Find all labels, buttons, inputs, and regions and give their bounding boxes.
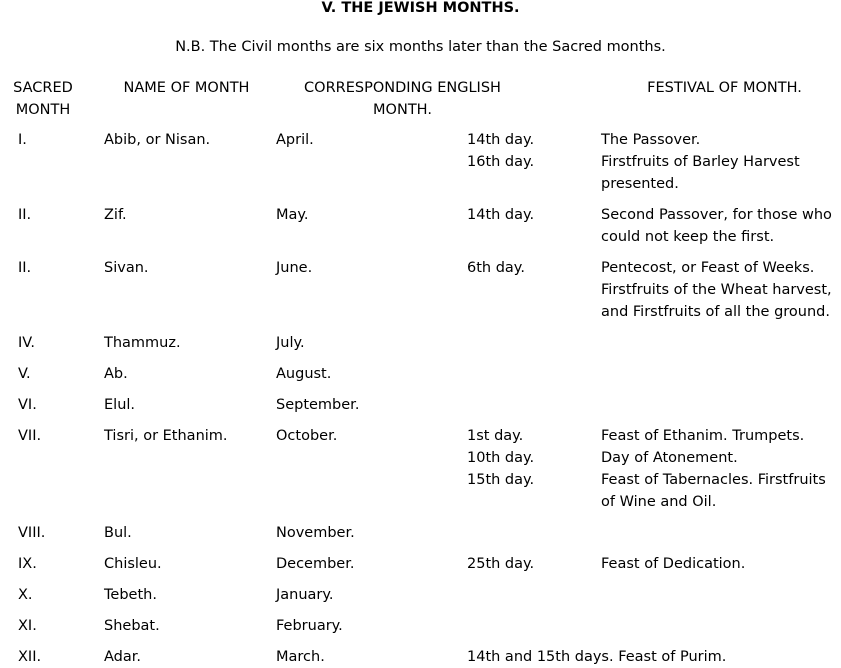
festival-day: 16th day. <box>467 154 535 170</box>
festival-name: of Wine and Oil. <box>601 494 717 510</box>
festival-days <box>467 129 534 173</box>
month-name: Elul. <box>104 397 136 413</box>
sacred-month-number: II. <box>18 207 32 223</box>
month-name: Chisleu. <box>104 556 162 572</box>
english-month: March. <box>276 649 325 665</box>
english-month: May. <box>276 207 309 223</box>
month-name: Zif. <box>104 207 127 223</box>
festival-day: 14th day. <box>467 207 535 223</box>
month-name: Adar. <box>104 649 141 665</box>
festival-day: 1st day. <box>467 428 524 444</box>
header-english-month <box>300 77 505 121</box>
festival-names <box>601 257 837 323</box>
festival-name: and Firstfruits of all the ground. <box>601 304 830 320</box>
festival-names <box>601 425 837 513</box>
sacred-month-number: XI. <box>18 618 37 634</box>
festival-day: 14th day. <box>467 132 535 148</box>
english-month: April. <box>276 132 314 148</box>
month-name: Tisri, or Ethanim. <box>104 428 228 444</box>
festival-days <box>467 553 534 575</box>
english-month: February. <box>276 618 343 634</box>
header-sacred-line1: SACRED <box>13 80 73 96</box>
month-name: Ab. <box>104 366 128 382</box>
month-name: Sivan. <box>104 260 149 276</box>
sacred-month-number: V. <box>18 366 31 382</box>
month-name: Thammuz. <box>104 335 181 351</box>
festival-names <box>601 129 837 195</box>
festival-day: 10th day. <box>467 450 535 466</box>
festival-name: Day of Atonement. <box>601 450 738 466</box>
month-name: Abib, or Nisan. <box>104 132 211 148</box>
header-sacred-month <box>8 77 78 121</box>
header-sacred-line2: MONTH <box>15 102 71 118</box>
month-name: Tebeth. <box>104 587 157 603</box>
sacred-month-number: IV. <box>18 335 35 351</box>
festival-day: 6th day. <box>467 260 525 276</box>
festival-name: Second Passover, for those who <box>601 207 832 223</box>
english-month: September. <box>276 397 360 413</box>
english-month: January. <box>276 587 334 603</box>
english-month: November. <box>276 525 355 541</box>
english-month: December. <box>276 556 355 572</box>
header-english-line1: CORRESPONDING ENGLISH <box>304 80 501 96</box>
english-month: July. <box>276 335 305 351</box>
sacred-month-number: VII. <box>18 428 42 444</box>
header-festival: FESTIVAL OF MONTH. <box>647 80 802 96</box>
festival-name: Firstfruits of Barley Harvest <box>601 154 800 170</box>
english-month: August. <box>276 366 332 382</box>
festival-name: Firstfruits of the Wheat harvest, <box>601 282 832 298</box>
month-name: Shebat. <box>104 618 160 634</box>
festival-names <box>601 204 837 248</box>
sacred-month-number: X. <box>18 587 33 603</box>
month-name: Bul. <box>104 525 132 541</box>
festival-name: Pentecost, or Feast of Weeks. <box>601 260 815 276</box>
english-month: October. <box>276 428 338 444</box>
festival-day: 25th day. <box>467 556 535 572</box>
festival-name: could not keep the first. <box>601 229 775 245</box>
festival-name: Feast of Ethanim. Trumpets. <box>601 428 805 444</box>
sacred-month-number: VI. <box>18 397 37 413</box>
festival-name: The Passover. <box>601 132 701 148</box>
sacred-month-number: XII. <box>18 649 42 665</box>
sacred-month-number: I. <box>18 132 27 148</box>
header-english-line2: MONTH. <box>373 102 432 118</box>
english-month: June. <box>276 260 313 276</box>
festival-name: presented. <box>601 176 679 192</box>
festival-names <box>601 553 837 575</box>
festival-day: 15th day. <box>467 472 535 488</box>
civil-months-note: N.B. The Civil months are six months later than the Sacred months. <box>175 39 666 55</box>
festival-combined: 14th and 15th days. Feast of Purim. <box>467 649 727 665</box>
document-title: V. THE JEWISH MONTHS. <box>321 0 520 16</box>
sacred-month-number: IX. <box>18 556 37 572</box>
festival-name: Feast of Tabernacles. Firstfruits <box>601 472 826 488</box>
festival-days <box>467 425 534 491</box>
festival-name: Feast of Dedication. <box>601 556 746 572</box>
festival-days <box>467 204 534 226</box>
festival-days <box>467 257 525 279</box>
sacred-month-number: VIII. <box>18 525 46 541</box>
header-name-of-month: NAME OF MONTH <box>123 80 250 96</box>
sacred-month-number: II. <box>18 260 32 276</box>
